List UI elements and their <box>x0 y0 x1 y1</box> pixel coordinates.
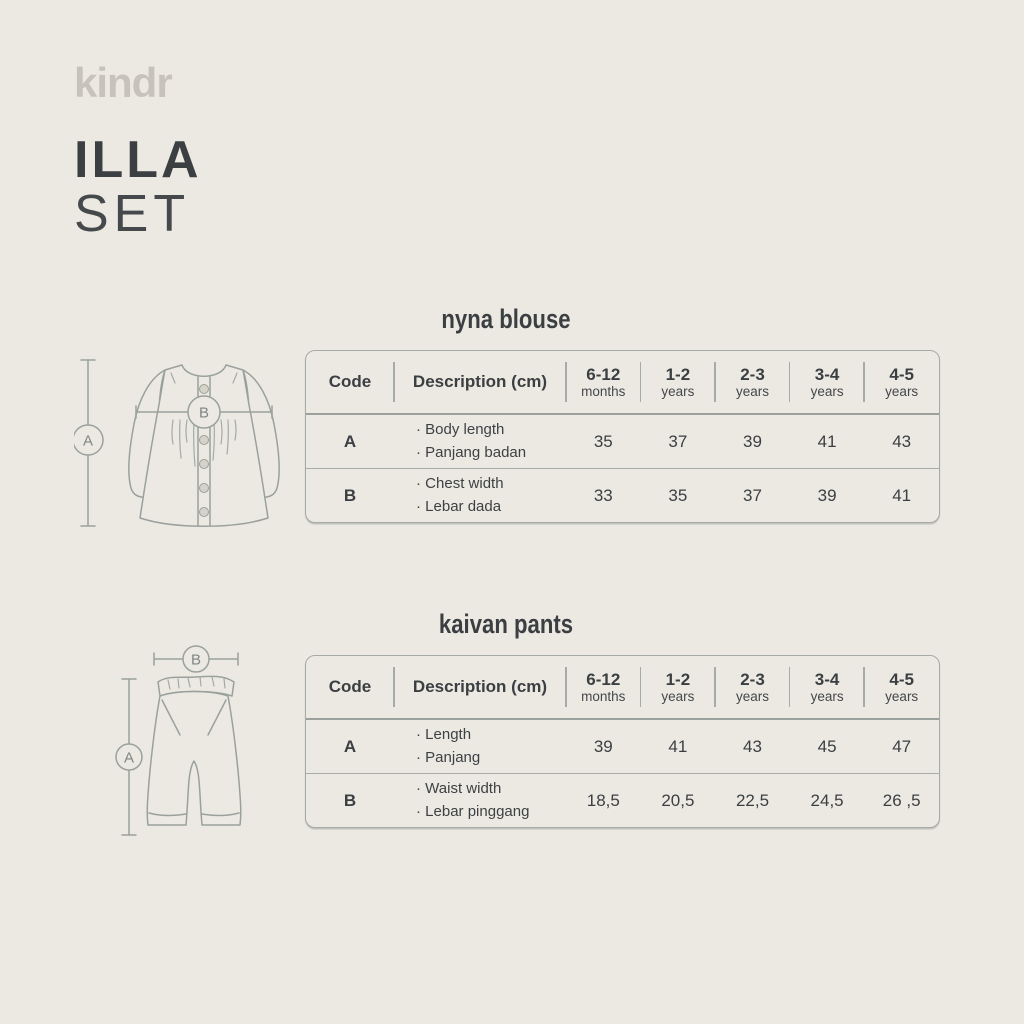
size-value: 35 <box>641 468 716 522</box>
size-value: 18,5 <box>566 773 641 827</box>
brand-logo: kindr <box>74 59 172 106</box>
row-description <box>394 773 566 827</box>
description-column-header: Description (cm) <box>412 372 548 392</box>
size-column-header: 4-5 years <box>885 669 919 705</box>
size-column-header: 4-5 years <box>885 364 919 400</box>
size-value: 41 <box>790 413 865 468</box>
description-column-header: Description (cm) <box>412 677 548 697</box>
description-id: · Panjang <box>416 747 480 770</box>
blouse-button <box>200 385 209 394</box>
row-description <box>394 718 566 773</box>
pants-size-table <box>305 655 940 828</box>
section-kaivan-pants <box>72 608 940 848</box>
size-value: 37 <box>715 468 790 522</box>
section-title: nyna blouse <box>441 304 571 334</box>
description-id: · Lebar dada <box>416 496 501 519</box>
size-value: 20,5 <box>641 773 716 827</box>
size-column-header: 2-3 years <box>715 656 790 718</box>
code-column-header: Code <box>328 372 372 392</box>
blouse-button <box>200 508 209 517</box>
size-value: 41 <box>864 468 939 522</box>
row-code: B <box>306 773 394 827</box>
pants-measure-b-label: B <box>190 651 202 669</box>
blouse-illustration-column <box>72 350 305 541</box>
pants-illustration-column <box>72 651 305 848</box>
size-column-header: 6-12 months <box>566 656 641 718</box>
size-value: 39 <box>715 413 790 468</box>
size-value: 24,5 <box>790 773 865 827</box>
description-en: · Chest width <box>416 473 504 496</box>
pants-measure-a-label: A <box>123 749 135 767</box>
size-value: 33 <box>566 468 641 522</box>
blouse-button <box>200 460 209 469</box>
size-value: 39 <box>566 718 641 773</box>
size-value: 39 <box>790 468 865 522</box>
size-value: 22,5 <box>715 773 790 827</box>
row-code: B <box>306 468 394 522</box>
description-en: · Waist width <box>416 778 501 801</box>
size-value: 45 <box>790 718 865 773</box>
row-code: A <box>306 718 394 773</box>
product-title-line2: SET <box>74 185 191 243</box>
size-value: 41 <box>641 718 716 773</box>
size-value: 37 <box>641 413 716 468</box>
size-column-header: 2-3 years <box>715 351 790 413</box>
size-value: 47 <box>864 718 939 773</box>
blouse-measure-a-label: A <box>82 432 94 450</box>
section-title: kaivan pants <box>438 609 574 639</box>
row-description <box>394 413 566 468</box>
blouse-measure-b-label: B <box>198 404 210 422</box>
size-value: 35 <box>566 413 641 468</box>
code-column-header: Code <box>328 677 372 697</box>
brand-block <box>74 59 202 243</box>
row-code: A <box>306 413 394 468</box>
row-description <box>394 468 566 522</box>
description-en: · Body length <box>416 419 504 442</box>
description-id: · Lebar pinggang <box>416 801 529 824</box>
blouse-button <box>200 484 209 493</box>
size-column-header: 3-4 years <box>790 351 865 413</box>
pants-legs <box>147 692 241 826</box>
description-id: · Panjang badan <box>416 442 526 465</box>
blouse-line-drawing <box>74 352 304 536</box>
section-nyna-blouse <box>72 303 940 541</box>
size-column-header: 6-12 months <box>566 351 641 413</box>
blouse-size-table <box>305 350 940 523</box>
size-value: 43 <box>715 718 790 773</box>
blouse-button <box>200 436 209 445</box>
pants-line-drawing <box>112 643 277 843</box>
size-column-header: 3-4 years <box>790 656 865 718</box>
size-value: 43 <box>864 413 939 468</box>
description-en: · Length <box>416 724 471 747</box>
size-value: 26 ,5 <box>864 773 939 827</box>
size-column-header: 1-2 years <box>641 351 716 413</box>
size-column-header: 1-2 years <box>641 656 716 718</box>
product-title-line1: ILLA <box>74 131 202 189</box>
